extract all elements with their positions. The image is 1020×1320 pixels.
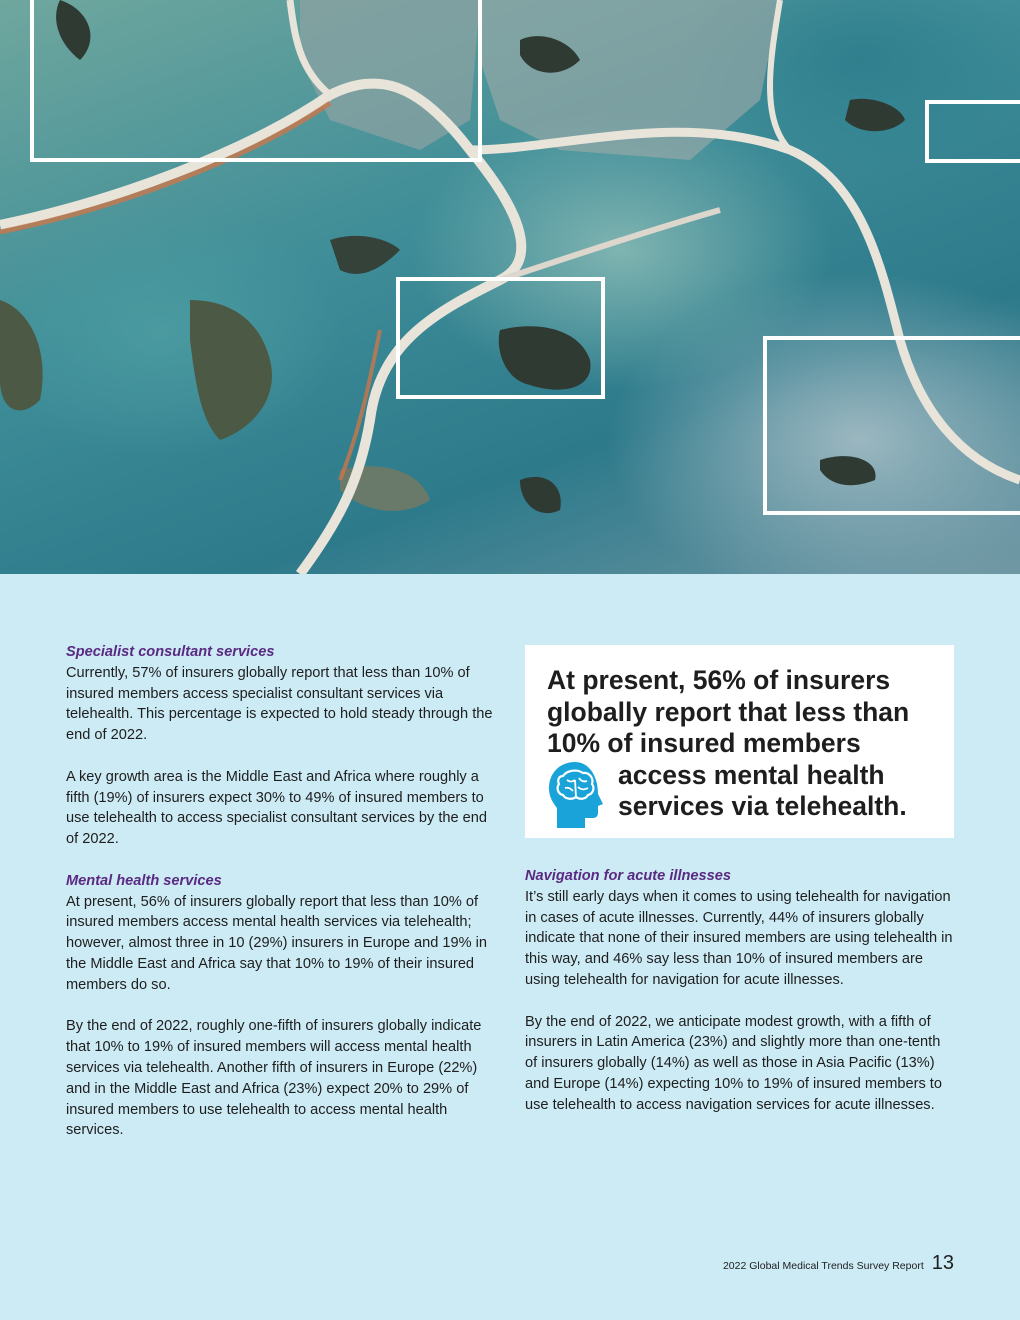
section-heading-navigation: Navigation for acute illnesses xyxy=(525,868,732,884)
footer-report-title: 2022 Global Medical Trends Survey Report xyxy=(722,1260,924,1272)
paragraph-mental-health-2: By the end of 2022, roughly one-fifth of insurers globally indicate that 10% to 19% of insured members will access mental health services via telehealth. Another fifth of insurers in Europe (22%) and in the Middle East and Africa (23%) expect 20% to 29% of insured members to use telehealth to access mental health services. xyxy=(66,1018,482,1139)
callout-line-2: globally report that less than xyxy=(547,696,910,727)
section-heading-specialist: Specialist consultant services xyxy=(66,644,275,660)
paragraph-specialist-1: Currently, 57% of insurers globally report that less than 10% of insured members access specialist consultant services via telehealth. This percentage is expected to hold steady through the end of 2022. xyxy=(66,664,493,744)
paragraph-mental-health-1: At present, 56% of insurers globally report that less than 10% of insured members access mental health services via telehealth; however, almost three in 10 (29%) insurers in Europe and 19% in the Middle East and Africa say that 10% to 19% of their insured members do so. xyxy=(66,893,488,993)
hero-frame-center xyxy=(396,277,605,399)
page-number: 13 xyxy=(931,1252,954,1274)
paragraph-specialist-2: A key growth area is the Middle East and Africa where roughly a fifth (19%) of insurers expect 30% to 49% of insured members to use telehealth to access specialist consultant services by the end of 2022. xyxy=(66,768,488,848)
callout-line-4: access mental health xyxy=(618,759,885,790)
callout-line-1: At present, 56% of insurers xyxy=(547,665,891,695)
callout-box xyxy=(525,645,954,838)
hero-frame-top-left xyxy=(30,0,482,162)
section-heading-mental-health: Mental health services xyxy=(66,872,222,889)
hero-frame-top-right xyxy=(925,100,1020,163)
paragraph-navigation-1: It’s still early days when it comes to using telehealth for navigation in cases of acute illnesses. Currently, 44% of insurers globally indicate that none of their insured members are using telehealth in this way, and 46% say less than 10% of insured members are using telehealth for navigation for acute illnesses. xyxy=(525,888,953,988)
callout-line-5: services via telehealth. xyxy=(618,791,907,821)
brain-head-icon xyxy=(545,760,605,830)
right-column xyxy=(525,866,955,1136)
left-column xyxy=(66,642,496,1162)
page-footer xyxy=(723,1252,954,1275)
callout-line-3: 10% of insured members xyxy=(547,728,861,758)
hero-aerial-image xyxy=(0,0,1020,574)
paragraph-navigation-2: By the end of 2022, we anticipate modest growth, with a fifth of insurers in Latin America (23%) and slightly more than one-tenth of insurers globally (14%) as well as those in Asia Pacific (13%) and Europe (14%) expecting 10% to 19% of insured members to use telehealth to access navigation services for acute illnesses. xyxy=(525,1013,942,1113)
hero-frame-bottom-right xyxy=(763,336,1020,515)
